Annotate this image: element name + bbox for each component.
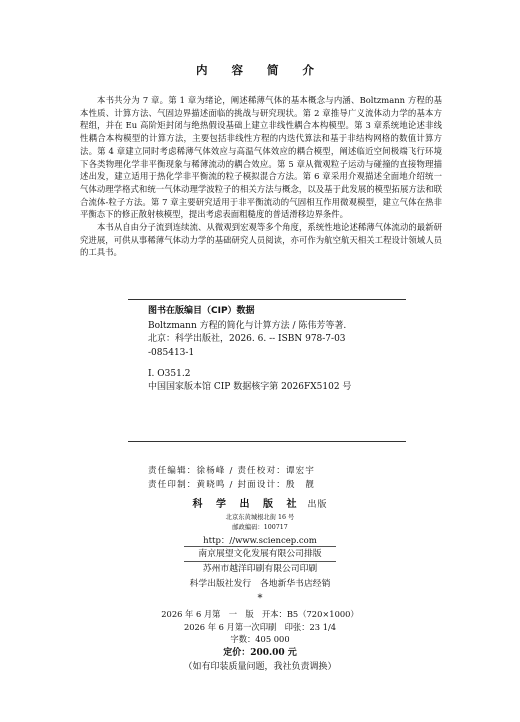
section-title: 内 容 简 介 bbox=[195, 63, 324, 77]
publisher-url: http：//www.sciencep.com bbox=[203, 536, 317, 546]
publisher-name: 科 学 出 版 社 bbox=[192, 499, 302, 510]
publisher-address: 北京东黄城根北街 16 号 bbox=[225, 514, 295, 521]
section-divider-star: * bbox=[257, 593, 263, 604]
word-count-row: 字数：405 000 bbox=[230, 634, 290, 645]
edition-row: 2026 年 6 月第 一 版 开本：B5（720×1000） bbox=[161, 609, 359, 619]
price-line: 定价：200.00 元 bbox=[223, 647, 297, 658]
cip-publish-line: 北京：科学出版社，2026. 6. -- ISBN 978-7-03 bbox=[148, 334, 346, 345]
printing-block bbox=[0, 546, 520, 591]
summary-paragraph-1: 本书共分为 7 章。第 1 章为绪论，阐述稀薄气体的基本概念与内涵、Boltzmann 方程的基本性质、计算方法、气固边界描述面临的挑战与研究现状。第 2 章推导广义流体动力学的基本方程组，并在 Eu 高阶矩封闭与绝热假设基础上建立非线性耦合本构模型。第 3 章系统地论述非线性耦合本构模型的计算方法，主要包括非线性方程的内迭代算法和基于非结构网格的数值计算方法。第 4 章建立同时考虑稀薄气体效应与高温气体效应的耦合模型，阐述临近空间极端飞行环境下各类物理化学非平衡现象与稀薄流动的耦合效应。第 5 章从微观粒子运动与碰撞的直接物理描述出发，建立适用于热化学非平衡流的粒子模拟混合方法。第 6 章采用介观描述全面地介绍统一气体动理学格式和统一气体动理学波粒子的相关方法与概念，以及基于此发展的模型拓展方法和联合流体-粒子方法。第 7 章主要研究适用于非平衡流动的气固相互作用微观模型，建立气体在热非平衡态下的修正散射核模型，提出考虑表面粗糙度的普适滑移边界条件。 bbox=[80, 95, 442, 220]
cip-top-rule bbox=[128, 299, 406, 300]
cip-title-line: Boltzmann 方程的简化与计算方法 / 陈伟芳等著. bbox=[148, 321, 347, 332]
printing-row: 2026 年 6 月第一次印刷 印张：23 1/4 bbox=[183, 621, 337, 632]
summary-paragraph-2: 本书从自由分子流到连续流、从微观到宏观等多个角度，系统性地论述稀薄气体流动的最新研究进展，可供从事稀薄气体动力学的基础研究人员阅读，亦可作为航空航天相关工程设计领域人员的工具书。 bbox=[80, 222, 442, 258]
cip-heading: 图书在版编目（CIP）数据 bbox=[148, 306, 255, 316]
content-summary bbox=[80, 94, 442, 259]
cip-bottom-rule bbox=[128, 441, 406, 442]
publisher-logo-text bbox=[0, 495, 520, 510]
typesetter-line: 南京展望文化发展有限公司排版 bbox=[184, 546, 335, 562]
cip-block bbox=[148, 305, 408, 394]
cip-class-line: Ⅰ. O351.2 bbox=[148, 368, 191, 379]
editor-credit-line-2: 责任印制：黄晓鸣 / 封面设计：殷 靓 bbox=[148, 480, 316, 490]
quality-note: （如有印装质量问题，我社负责调换） bbox=[183, 662, 337, 673]
distribution-line: 科学出版社发行 各地新华书店经销 bbox=[189, 578, 331, 589]
cip-record-line: 中国国家版本馆 CIP 数据核字第 2026FX5102 号 bbox=[148, 382, 352, 393]
editor-credit-line-1: 责任编辑：徐杨峰 / 责任校对：谭宏宇 bbox=[148, 466, 316, 476]
publisher-postcode: 邮政编码：100717 bbox=[232, 523, 288, 531]
publisher-suffix: 出版 bbox=[307, 500, 328, 510]
printer-line: 苏州市越洋印刷有限公司印刷 bbox=[202, 564, 318, 575]
publisher-block bbox=[0, 495, 520, 547]
cip-isbn-line: -085413-1 bbox=[148, 347, 195, 358]
edition-block bbox=[0, 608, 520, 674]
editor-credits bbox=[148, 464, 315, 492]
